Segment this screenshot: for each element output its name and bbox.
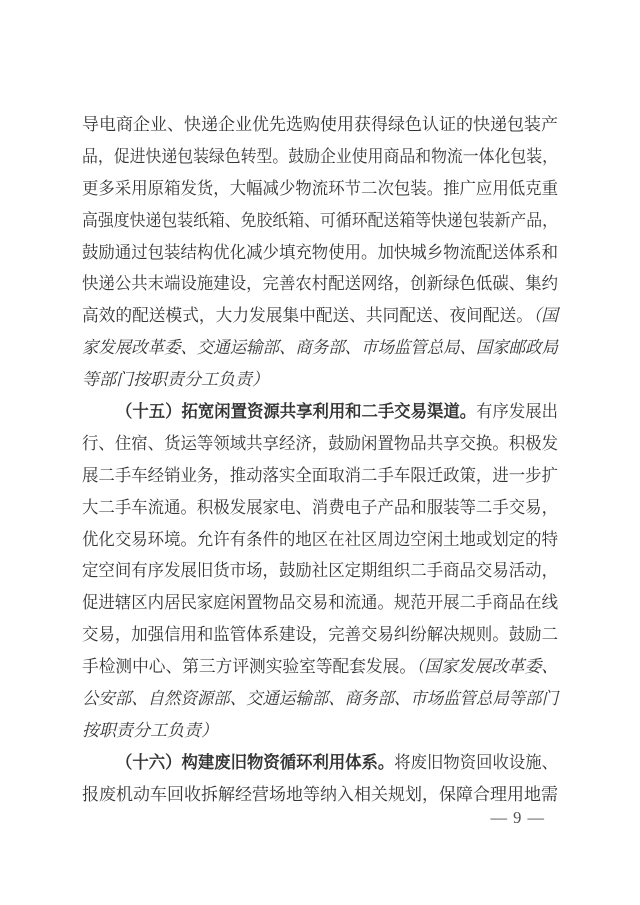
text-segment-attribution: 家发展改革委、交通运输部、商务部、市场监管总局、国家邮政局 <box>82 338 558 358</box>
text-line-content <box>82 268 558 300</box>
text-segment-body: 优化交易环境。允许有条件的地区在社区周边空闲土地或划定的特 <box>82 529 558 549</box>
text-line <box>82 268 558 300</box>
text-segment-body: 行、住宿、货运等领域共享经济，鼓励闲置物品共享交换。积极发 <box>82 433 558 453</box>
text-line-content <box>82 587 558 619</box>
text-segment-attribution: （国家发展改革委、 <box>416 657 558 677</box>
text-line <box>82 683 558 715</box>
text-line <box>82 524 558 556</box>
text-segment-body: 导电商企业、快递企业优先选购使用获得绿色认证的快递包装产 <box>82 115 558 134</box>
text-line-content <box>82 779 558 811</box>
text-line-content <box>116 396 558 428</box>
text-line-content <box>82 205 558 237</box>
text-line <box>82 364 558 396</box>
text-segment-body: 快递公共末端设施建设，完善农村配送网络，创新绿色低碳、集约 <box>82 274 558 294</box>
text-segment-body: 定空间有序发展旧货市场，鼓励社区定期组织二手商品交易活动， <box>82 561 558 581</box>
text-segment-heading: （十六）构建废旧物资循环利用体系。 <box>116 752 395 772</box>
text-line-content <box>82 555 558 587</box>
text-line-content <box>82 460 558 492</box>
text-line-content <box>82 332 558 364</box>
text-line <box>82 555 558 587</box>
text-segment-heading: （十五）拓宽闲置资源共享利用和二手交易渠道。 <box>116 402 477 422</box>
text-line-content <box>82 683 558 715</box>
text-line-content <box>82 173 558 205</box>
text-segment-body: 品，促进快递包装绿色转型。鼓励企业使用商品和物流一体化包装， <box>82 146 558 166</box>
text-segment-body: 报废机动车回收拆解经营场地等纳入相关规划，保障合理用地需 <box>82 784 558 804</box>
text-segment-attribution: 按职责分工负责） <box>82 720 218 740</box>
text-segment-attribution: （国 <box>532 306 558 326</box>
text-segment-body: 促进辖区内居民家庭闲置物品交易和流通。规范开展二手商品在线 <box>82 593 558 613</box>
text-line-content <box>82 300 558 332</box>
text-line <box>82 715 558 747</box>
text-segment-body: 鼓励通过包装结构优化减少填充物使用。加快城乡物流配送体系和 <box>82 242 558 262</box>
text-line <box>82 205 558 237</box>
text-line-content <box>82 524 558 556</box>
text-line-content <box>82 428 558 460</box>
text-line-content <box>82 237 558 269</box>
text-line-content <box>82 109 558 141</box>
text-segment-body: 将废旧物资回收设施、 <box>394 752 558 772</box>
page-number: — 9 — <box>490 808 545 827</box>
text-line <box>82 747 558 779</box>
text-line <box>82 332 558 364</box>
text-line <box>82 619 558 651</box>
text-line <box>82 141 558 173</box>
text-line <box>82 779 558 811</box>
text-segment-body: 更多采用原箱发货，大幅减少物流环节二次包装。推广应用低克重 <box>82 178 558 198</box>
text-line <box>82 237 558 269</box>
text-line-content <box>116 747 558 779</box>
text-line-content <box>82 651 558 683</box>
text-segment-attribution: 等部门按职责分工负责） <box>82 370 269 390</box>
text-segment-body: 交易，加强信用和监管体系建设，完善交易纠纷解决规则。鼓励二 <box>82 625 558 645</box>
text-segment-body: 展二手车经销业务，推动落实全面取消二手车限迁政策，进一步扩 <box>82 465 558 485</box>
text-block <box>82 109 558 811</box>
text-segment-body: 大二手车流通。积极发展家电、消费电子产品和服装等二手交易， <box>82 497 558 517</box>
text-line-content <box>82 364 269 396</box>
text-line <box>82 492 558 524</box>
text-line <box>82 651 558 683</box>
text-segment-body: 手检测中心、第三方评测实验室等配套发展。 <box>82 657 417 677</box>
text-segment-body: 高强度快递包装纸箱、免胶纸箱、可循环配送箱等快递包装新产品， <box>82 210 558 230</box>
text-line <box>82 109 558 141</box>
text-line-content <box>82 715 218 747</box>
text-line-content <box>82 619 558 651</box>
text-segment-attribution: 公安部、自然资源部、交通运输部、商务部、市场监管总局等部门 <box>82 689 558 709</box>
text-line <box>82 300 558 332</box>
text-line-content <box>82 492 558 524</box>
text-line <box>82 173 558 205</box>
text-segment-body: 高效的配送模式，大力发展集中配送、共同配送、夜间配送。 <box>82 306 533 326</box>
text-line <box>82 460 558 492</box>
text-line <box>82 396 558 428</box>
text-line <box>82 428 558 460</box>
text-segment-body: 有序发展出 <box>476 402 558 422</box>
text-line <box>82 587 558 619</box>
text-line-content <box>82 141 558 173</box>
